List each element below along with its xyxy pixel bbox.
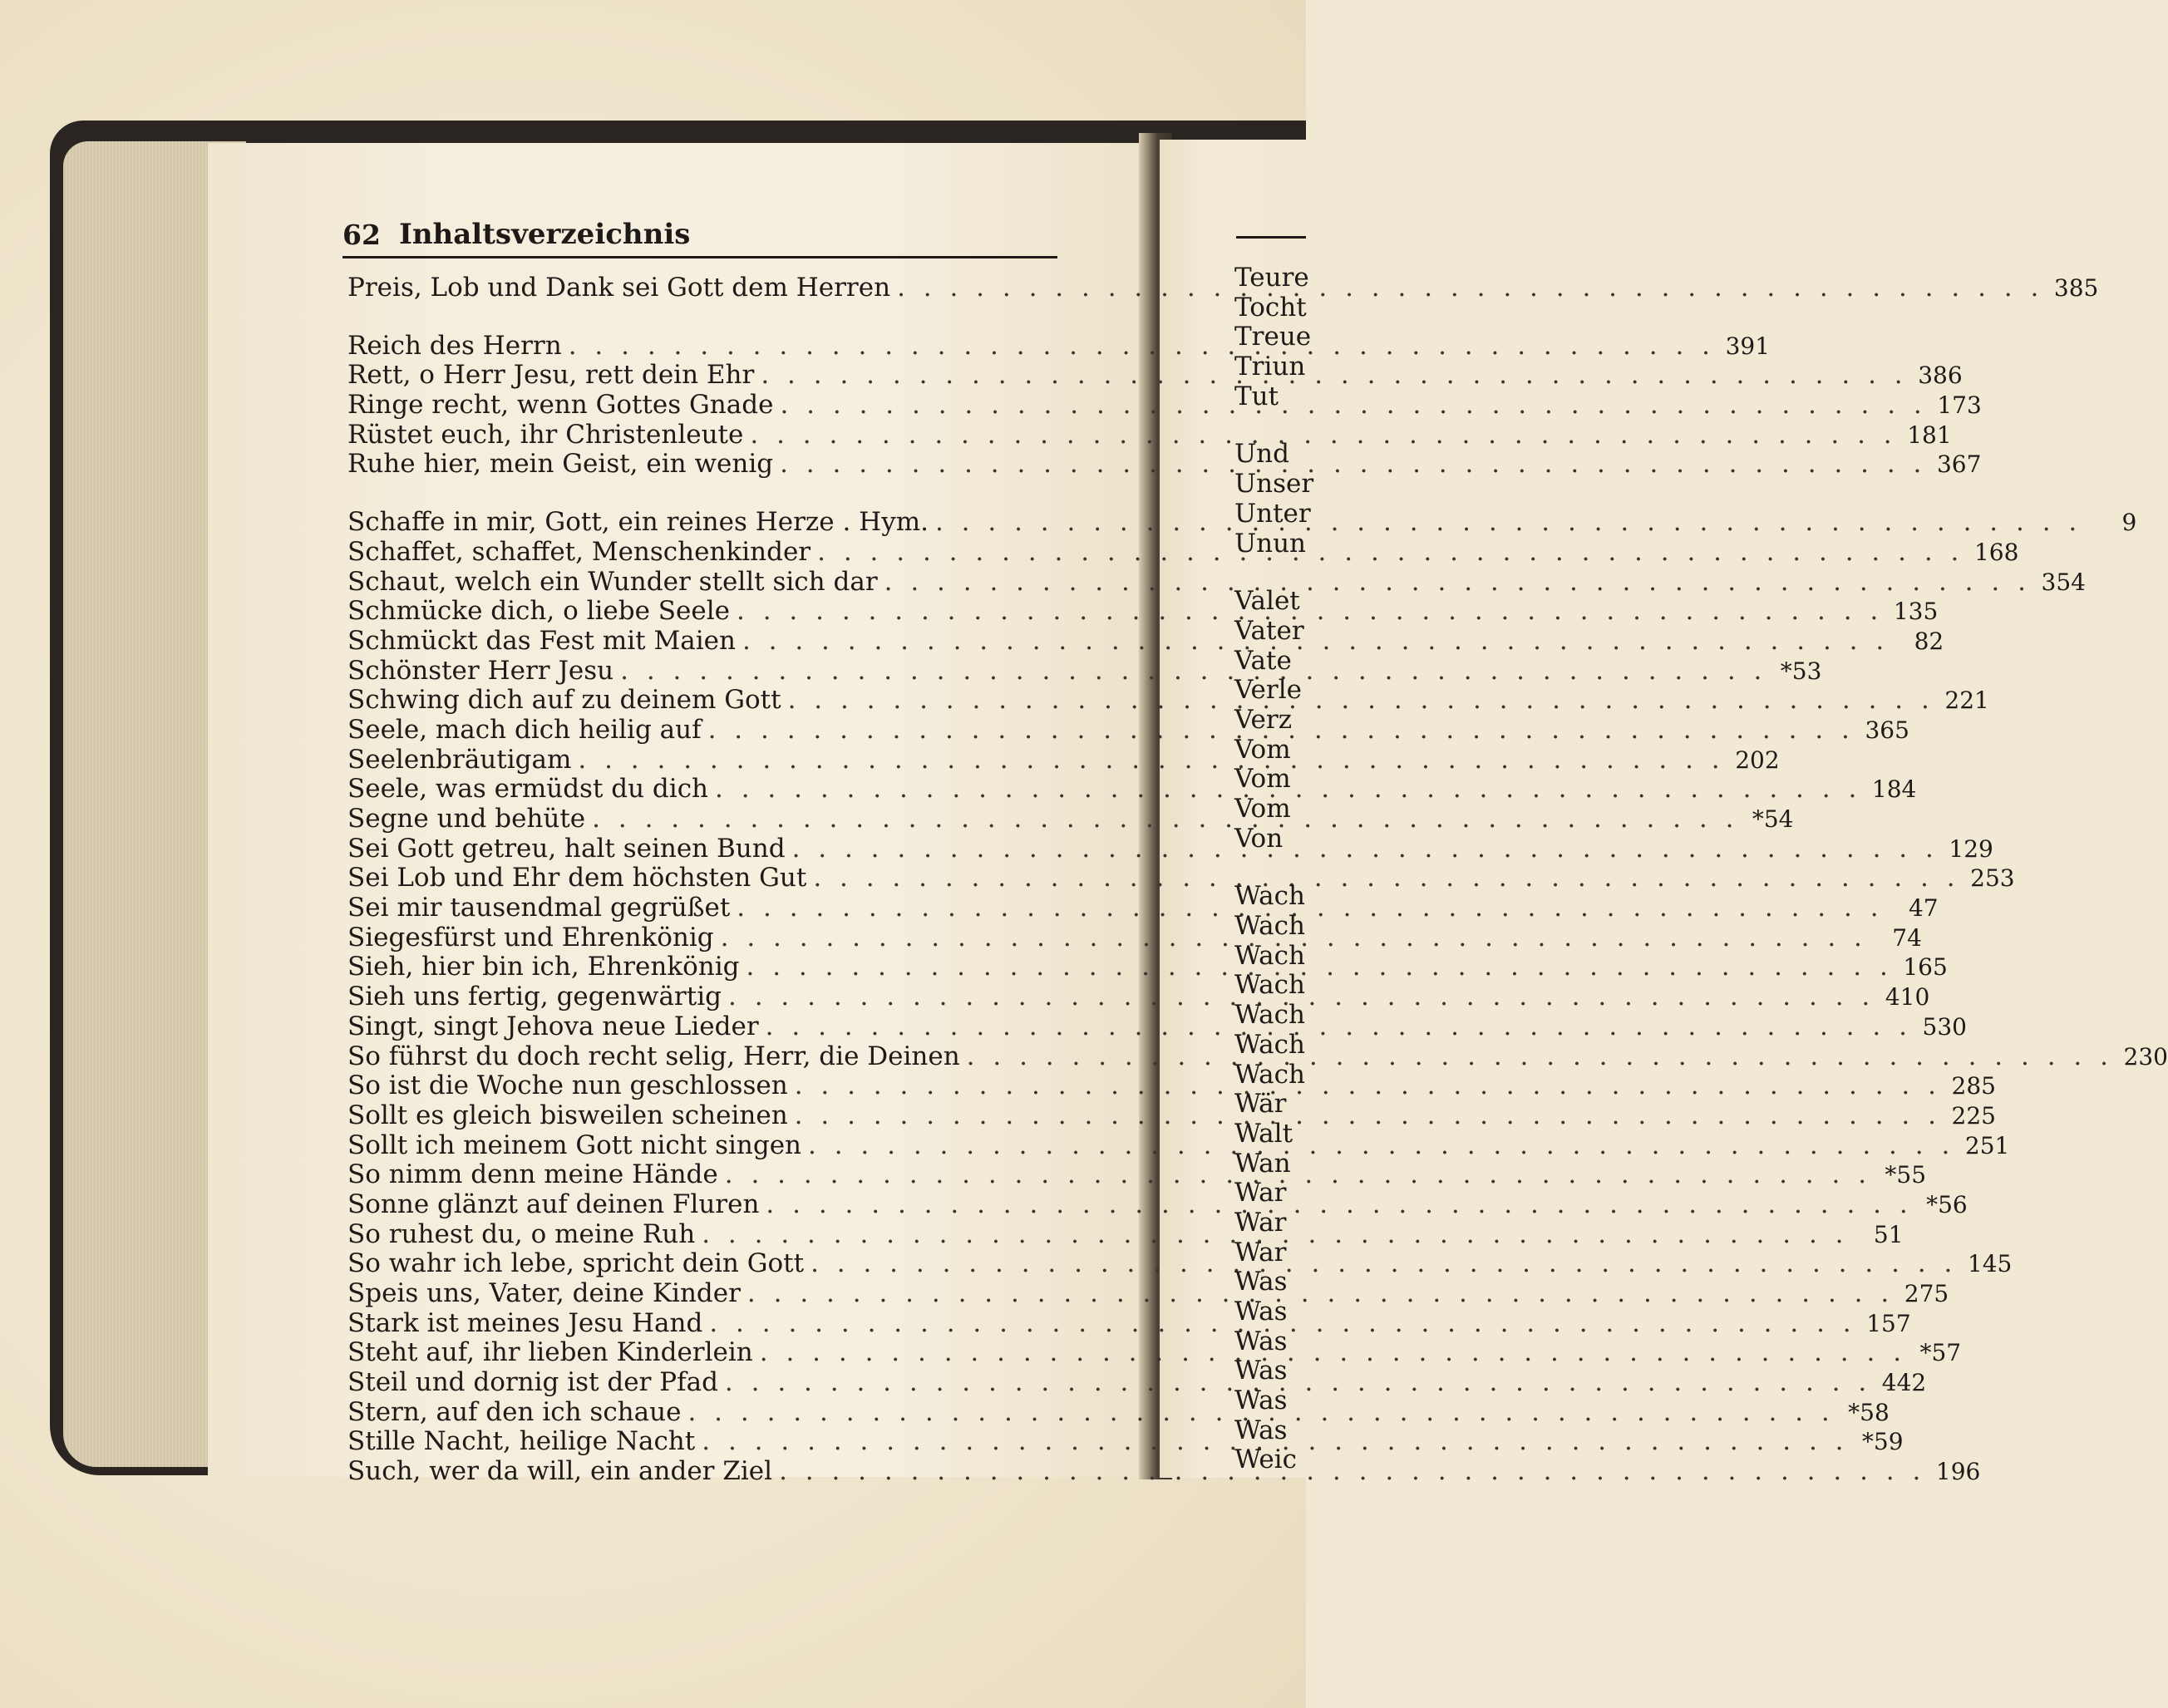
entry-page: 196 bbox=[1935, 1458, 1981, 1486]
entry-title: Stern, auf den ich schaue bbox=[347, 1396, 682, 1427]
dot-leader bbox=[761, 360, 1907, 390]
dot-leader bbox=[620, 656, 1766, 686]
entry-page: 365 bbox=[1865, 716, 1909, 744]
dot-leader bbox=[746, 952, 1893, 982]
entry-title: Segne und behüte bbox=[347, 804, 586, 834]
right-entry: Triun bbox=[1234, 352, 1306, 382]
entry-title: Siegesfürst und Ehrenkönig bbox=[347, 922, 714, 952]
dot-leader bbox=[578, 745, 1724, 775]
dot-leader bbox=[737, 596, 1883, 626]
right-entry: Vom bbox=[1234, 764, 1291, 795]
dot-leader bbox=[967, 1041, 2113, 1071]
right-entry: Was bbox=[1234, 1297, 1288, 1327]
right-entry: Was bbox=[1234, 1267, 1288, 1297]
entry-title: Such, wer da will, ein ander Ziel bbox=[347, 1456, 773, 1487]
entry-page: *59 bbox=[1861, 1428, 1904, 1456]
right-entry: Was bbox=[1234, 1415, 1288, 1445]
right-entry: Valet bbox=[1234, 586, 1300, 617]
right-entry: Vom bbox=[1234, 734, 1291, 765]
right-entry: Von bbox=[1234, 823, 1284, 854]
page-number: 62 bbox=[342, 219, 381, 251]
right-entry: Und bbox=[1234, 439, 1289, 470]
entry-page: 275 bbox=[1904, 1280, 1949, 1307]
entry-title: Sonne glänzt auf deinen Fluren bbox=[347, 1189, 760, 1219]
index-entry bbox=[347, 863, 2015, 893]
entry-page: 181 bbox=[1907, 421, 1952, 449]
entry-title: So ist die Woche nun geschlossen bbox=[347, 1071, 788, 1101]
entry-title: Schmückt das Fest mit Maien bbox=[347, 625, 736, 656]
entry-page: *58 bbox=[1848, 1398, 1890, 1426]
entry-page: 285 bbox=[1951, 1072, 1996, 1100]
entry-title: Ruhe hier, mein Geist, ein wenig bbox=[347, 449, 774, 480]
right-entry: Wach bbox=[1234, 1029, 1305, 1060]
entry-title: So führst du doch recht selig, Herr, die Deinen bbox=[347, 1041, 960, 1071]
right-page-entries bbox=[1234, 234, 1314, 1475]
entry-page: 251 bbox=[1964, 1131, 2010, 1159]
dot-leader bbox=[813, 863, 1959, 893]
entry-page: 165 bbox=[1903, 953, 1948, 982]
right-entry: Wan bbox=[1234, 1148, 1291, 1179]
right-entry: Unter bbox=[1234, 498, 1311, 529]
dot-leader bbox=[737, 893, 1883, 923]
entry-page: 74 bbox=[1892, 923, 1922, 952]
entry-page: 442 bbox=[1881, 1369, 1927, 1397]
dot-leader bbox=[766, 1012, 1912, 1041]
entry-page: 173 bbox=[1937, 391, 1982, 420]
entry-page: 391 bbox=[1725, 332, 1771, 360]
dot-leader bbox=[795, 1100, 1941, 1130]
entry-page: 168 bbox=[1973, 538, 2019, 566]
entry-title: Stark ist meines Jesu Hand bbox=[347, 1307, 703, 1338]
right-entry: Wach bbox=[1234, 1059, 1305, 1090]
entry-title: Schaffe in mir, Gott, ein reines Herze . Hym. bbox=[347, 507, 929, 538]
entry-title: Sieh uns fertig, gegenwärtig bbox=[347, 982, 722, 1012]
entry-title: Sei mir tausendmal gegrüßet bbox=[347, 893, 731, 923]
dot-leader bbox=[897, 273, 2043, 303]
right-entry: Weic bbox=[1234, 1445, 1297, 1475]
dot-leader bbox=[780, 449, 1926, 479]
entry-title: Singt, singt Jehova neue Lieder bbox=[347, 1011, 759, 1041]
dot-leader bbox=[817, 537, 1964, 567]
right-entry: Verle bbox=[1234, 675, 1302, 706]
entry-title: Schmücke dich, o liebe Seele bbox=[347, 596, 730, 627]
right-entry: War bbox=[1234, 1237, 1287, 1267]
entry-title: Stille Nacht, heilige Nacht bbox=[347, 1426, 696, 1457]
entry-page: *54 bbox=[1752, 805, 1794, 833]
entry-title: Sieh, hier bin ich, Ehrenkönig bbox=[347, 952, 740, 982]
right-entry: Wach bbox=[1234, 940, 1305, 971]
entry-title: Reich des Herrn bbox=[347, 330, 562, 361]
entry-title: Seele, mach dich heilig auf bbox=[347, 714, 702, 745]
right-entry: Tut bbox=[1234, 381, 1279, 411]
entry-title: Sollt ich meinem Gott nicht singen bbox=[347, 1130, 802, 1160]
dot-leader bbox=[742, 626, 1889, 656]
entry-page: 82 bbox=[1914, 627, 1944, 655]
dot-leader bbox=[808, 1130, 1954, 1160]
entry-page: 157 bbox=[1866, 1309, 1911, 1337]
right-entry: Was bbox=[1234, 1386, 1288, 1416]
dot-leader bbox=[792, 834, 1939, 864]
entry-page: *57 bbox=[1919, 1339, 1962, 1367]
dot-leader bbox=[884, 567, 2031, 597]
right-entry: Teure bbox=[1234, 263, 1309, 293]
entry-page: 367 bbox=[1936, 450, 1982, 479]
entry-page: 221 bbox=[1944, 687, 1989, 715]
entry-page: 202 bbox=[1735, 746, 1780, 774]
entry-page: 253 bbox=[1970, 864, 2015, 893]
entry-title: Seelenbräutigam bbox=[347, 744, 572, 775]
right-entry: Vater bbox=[1234, 615, 1304, 646]
entry-page: 230 bbox=[2123, 1042, 2168, 1071]
entry-page: 47 bbox=[1908, 894, 1939, 923]
right-entry: Wach bbox=[1234, 911, 1305, 942]
entry-title: Steht auf, ihr lieben Kinderlein bbox=[347, 1337, 753, 1368]
entry-title: Sollt es gleich bisweilen scheinen bbox=[347, 1100, 788, 1130]
entry-title: Rüstet euch, ihr Christenleute bbox=[347, 419, 744, 450]
right-entry: Tocht bbox=[1234, 292, 1307, 322]
dot-leader bbox=[760, 1337, 1906, 1367]
dot-leader bbox=[779, 1456, 1925, 1486]
entry-title: Speis uns, Vater, deine Kinder bbox=[347, 1278, 741, 1308]
entry-title: So nimm denn meine Hände bbox=[347, 1159, 718, 1190]
dot-leader bbox=[811, 1248, 1957, 1278]
right-entry: Unun bbox=[1234, 528, 1307, 559]
right-entry: Walt bbox=[1234, 1118, 1293, 1149]
right-entry: Wär bbox=[1234, 1089, 1287, 1120]
dot-leader bbox=[935, 507, 2082, 537]
entry-title: Ringe recht, wenn Gottes Gnade bbox=[347, 390, 774, 421]
entry-title: Sei Gott getreu, halt seinen Bund bbox=[347, 833, 786, 864]
dot-leader bbox=[747, 1278, 1894, 1308]
entry-title: Steil und dornig ist der Pfad bbox=[347, 1367, 718, 1398]
dot-leader bbox=[780, 390, 1926, 420]
dot-leader bbox=[788, 685, 1934, 715]
entry-page: *56 bbox=[1926, 1190, 1968, 1218]
right-entry: Was bbox=[1234, 1326, 1288, 1356]
entry-page: 135 bbox=[1893, 598, 1939, 626]
entry-page: 354 bbox=[2041, 568, 2086, 596]
entry-title: Schaffet, schaffet, Menschenkinder bbox=[347, 536, 811, 567]
index-entry bbox=[347, 566, 2086, 597]
entry-title: Rett, o Herr Jesu, rett dein Ehr bbox=[347, 360, 755, 391]
right-entry: Vom bbox=[1234, 794, 1291, 824]
entry-title: Schwing dich auf zu deinem Gott bbox=[347, 685, 781, 716]
entry-title: So wahr ich lebe, spricht dein Gott bbox=[347, 1248, 805, 1279]
dot-leader bbox=[569, 331, 1715, 361]
entry-page: 410 bbox=[1885, 983, 1930, 1012]
entry-page: *55 bbox=[1885, 1161, 1927, 1189]
dot-leader bbox=[766, 1189, 1912, 1219]
entry-title: So ruhest du, o meine Ruh bbox=[347, 1218, 696, 1249]
entry-title: Schönster Herr Jesu bbox=[347, 655, 614, 686]
entry-page: 225 bbox=[1951, 1101, 1996, 1130]
right-entry: Verz bbox=[1234, 704, 1293, 735]
page-header bbox=[342, 208, 1057, 258]
dot-leader bbox=[592, 804, 1738, 834]
entry-page: 51 bbox=[1873, 1220, 1904, 1248]
right-entry: Treue bbox=[1234, 322, 1312, 352]
right-entry: War bbox=[1234, 1178, 1287, 1208]
right-entry: Was bbox=[1234, 1356, 1288, 1386]
entry-page: 386 bbox=[1918, 362, 1963, 390]
right-entry: War bbox=[1234, 1207, 1287, 1238]
entry-page: 9 bbox=[2121, 509, 2137, 537]
entry-title: Preis, Lob und Dank sei Gott dem Herren bbox=[347, 273, 891, 303]
right-entry: Wach bbox=[1234, 1000, 1305, 1031]
dot-leader bbox=[750, 420, 1896, 450]
entry-page: 184 bbox=[1871, 775, 1917, 804]
entry-page: 385 bbox=[2053, 274, 2099, 302]
right-entry: Wach bbox=[1234, 970, 1305, 1001]
right-entry: Vate bbox=[1234, 645, 1292, 676]
entry-page: 530 bbox=[1922, 1012, 1967, 1041]
index-entry bbox=[347, 419, 1952, 450]
entry-page: 129 bbox=[1949, 834, 1993, 863]
right-entry: Unser bbox=[1234, 469, 1314, 500]
dot-leader bbox=[795, 1071, 1941, 1100]
right-entry: Wach bbox=[1234, 881, 1305, 912]
entry-title: Sei Lob und Ehr dem höchsten Gut bbox=[347, 863, 807, 893]
entry-page: 145 bbox=[1967, 1250, 2013, 1278]
running-title: Inhaltsverzeichnis bbox=[398, 218, 691, 251]
entry-title: Seele, was ermüdst du dich bbox=[347, 774, 709, 805]
entry-title: Schaut, welch ein Wunder stellt sich dar bbox=[347, 566, 878, 597]
entry-page: *53 bbox=[1780, 657, 1822, 685]
